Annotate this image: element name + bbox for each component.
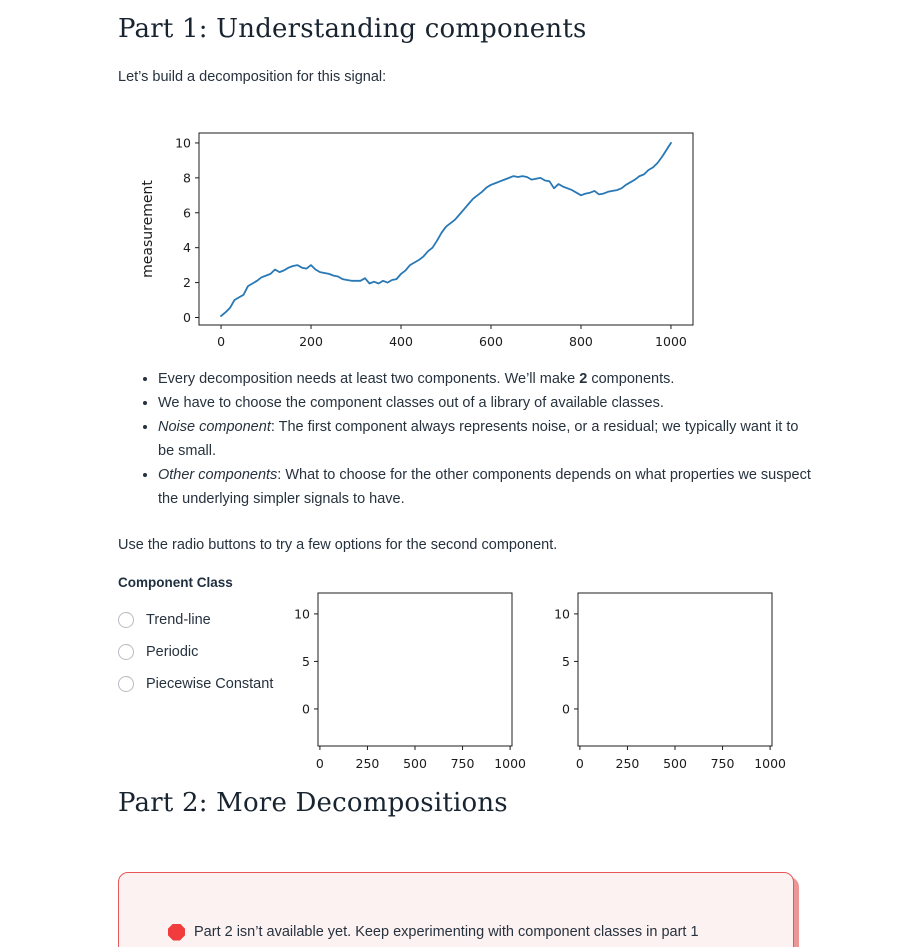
svg-text:0: 0 [575, 756, 584, 771]
svg-text:6: 6 [183, 205, 191, 221]
component-preview-chart-2 [543, 588, 793, 778]
svg-text:10: 10 [554, 606, 570, 622]
text-segment: : The first component always represents noise, or a residual; we typically want it to be small. [158, 419, 799, 459]
radio-option-label: Trend-line [146, 612, 211, 628]
radio-icon[interactable] [118, 644, 134, 660]
svg-text:10: 10 [294, 606, 310, 622]
svg-text:5: 5 [302, 653, 310, 669]
svg-text:0: 0 [302, 701, 310, 717]
part2-callout [118, 872, 794, 947]
svg-text:2: 2 [183, 275, 191, 291]
radio-option-periodic[interactable] [118, 636, 273, 668]
svg-text:measurement: measurement [140, 180, 156, 278]
svg-text:600: 600 [479, 334, 503, 349]
svg-text:10: 10 [175, 135, 191, 151]
callout-text: Part 2 isn’t available yet. Keep experimenting with component classes in part 1 [194, 924, 699, 940]
svg-text:0: 0 [183, 309, 191, 325]
svg-text:250: 250 [355, 756, 380, 771]
radio-option-label: Piecewise Constant [146, 676, 274, 692]
part1-heading: Part 1: Understanding components [118, 14, 587, 44]
radio-prompt: Use the radio buttons to try a few options for the second component. [118, 537, 558, 553]
callout-content [168, 922, 769, 942]
intro-text: Let’s build a decomposition for this signal: [118, 69, 387, 85]
component-preview-chart-1 [283, 588, 533, 778]
list-item [158, 415, 813, 463]
red-octagon-icon [168, 924, 185, 941]
text-segment: Noise component [158, 419, 271, 435]
svg-text:1000: 1000 [754, 756, 787, 771]
text-segment: : What to choose for the other components depends on what properties we suspect the underlying simpler signals to have. [158, 467, 811, 507]
svg-text:0: 0 [315, 756, 324, 771]
signal-chart [135, 125, 710, 355]
part2-heading: Part 2: More Decompositions [118, 788, 508, 818]
radio-icon[interactable] [118, 612, 134, 628]
svg-text:0: 0 [562, 701, 570, 717]
radio-option-piecewise-constant[interactable] [118, 668, 273, 700]
list-item [158, 367, 813, 391]
svg-text:250: 250 [615, 756, 640, 771]
text-segment: Every decomposition needs at least two components. We’ll make [158, 371, 580, 387]
svg-text:500: 500 [663, 756, 687, 771]
svg-text:200: 200 [299, 334, 323, 349]
list-item [158, 391, 813, 415]
svg-text:500: 500 [403, 756, 427, 771]
svg-text:400: 400 [389, 334, 413, 349]
svg-text:1000: 1000 [655, 334, 687, 349]
svg-text:750: 750 [710, 756, 735, 771]
component-class-label: Component Class [118, 575, 233, 590]
radio-option-label: Periodic [146, 644, 199, 660]
text-segment: Other components [158, 467, 278, 483]
svg-text:4: 4 [183, 240, 191, 256]
svg-text:8: 8 [183, 170, 191, 186]
radio-icon[interactable] [118, 676, 134, 692]
text-segment: 2 [579, 371, 588, 387]
component-class-radio-group [118, 604, 273, 700]
text-segment: components. [587, 371, 675, 387]
radio-option-trend-line[interactable] [118, 604, 273, 636]
component-bullets [118, 367, 813, 511]
svg-text:750: 750 [450, 756, 475, 771]
text-segment: We have to choose the component classes out of a library of available classes. [158, 395, 664, 411]
svg-text:0: 0 [217, 334, 226, 349]
svg-text:800: 800 [569, 334, 593, 349]
list-item [158, 463, 813, 511]
svg-text:1000: 1000 [494, 756, 527, 771]
svg-text:5: 5 [562, 653, 570, 669]
